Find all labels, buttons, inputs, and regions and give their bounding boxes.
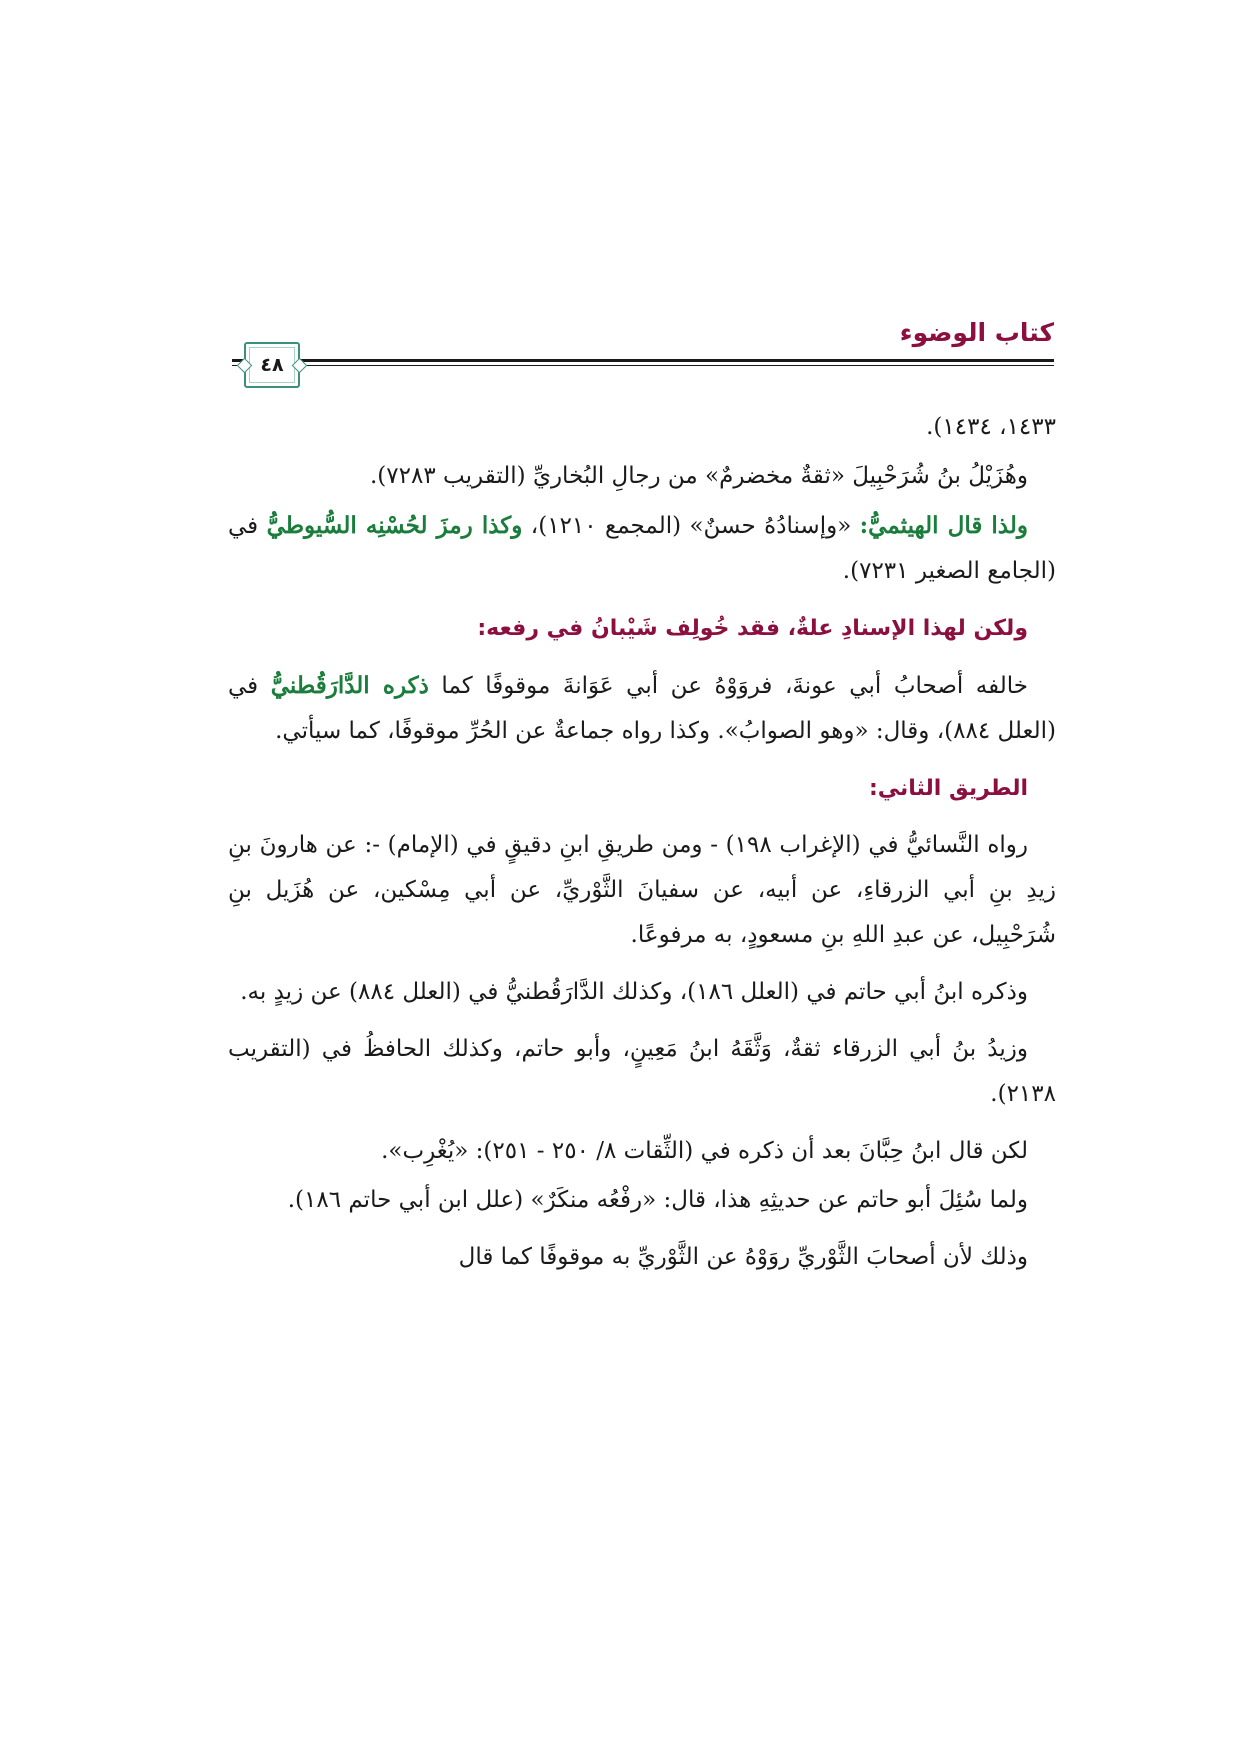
paragraph-2: وهُزَيْلُ بنُ شُرَحْبِيلَ «ثقةٌ مخضرمٌ» من رجالِ البُخاريِّ (التقريب ٧٢٨٣). <box>369 463 1028 489</box>
paragraph-9: ولما سُئِلَ أبو حاتم عن حديثِهِ هذا، قال: «رفْعُه منكَرٌ» (علل ابن أبي حاتم ١٨٦). <box>287 1187 1028 1213</box>
text-segment: خالفه أصحابُ أبي عونةَ، فروَوْهُ عن أبي عَوَانةَ موقوفًا كما <box>428 673 1029 699</box>
section-heading-illa: ولكن لهذا الإسنادِ علةٌ، فقد خُولِف شَيْبانُ في رفعه: <box>477 616 1028 641</box>
section-heading-second-route: الطريق الثاني: <box>868 776 1028 801</box>
paragraph-3 <box>228 503 1056 594</box>
page-number-badge <box>244 342 300 388</box>
paragraph-6: وذكره ابنُ أبي حاتم في (العلل ١٨٦)، وكذلك الدَّارَقُطنيُّ في (العلل ٨٨٤) عن زيدٍ به. <box>240 979 1028 1005</box>
page-body <box>228 405 1056 1292</box>
paragraph-5: رواه النَّسائيُّ في (الإغراب ١٩٨) - ومن طريقِ ابنِ دقيقٍ في (الإمام) -: عن هارونَ بنِ زيدِ بنِ أبي الزرقاءِ، عن أبيه، عن سفيانَ الثَّوْريِّ، عن أبي مِسْكين، عن هُزَيل بنِ شُرَحْبِيل، عن عبدِ اللهِ بنِ مسعودٍ، به مرفوعًا. <box>228 832 1056 948</box>
text-segment: «وإسنادُهُ حسنٌ» (المجمع ١٢١٠)، <box>522 513 860 539</box>
paragraph-4 <box>228 663 1056 754</box>
highlight-suyuti: وكذا رمزَ لحُسْنِه السُّيوطيُّ <box>266 512 523 539</box>
paragraph-10: وذلك لأن أصحابَ الثَّوْريِّ روَوْهُ عن الثَّوْريِّ به موقوفًا كما قال <box>458 1244 1028 1270</box>
text-segment: في (العلل ٨٨٤)، وقال: «وهو الصوابُ». وكذا رواه جماعةٌ عن الحُرِّ موقوفًا، كما سيأتي. <box>228 673 1056 744</box>
paragraph-7: وزيدُ بنُ أبي الزرقاء ثقةٌ، وَثَّقَهُ ابنُ مَعِينٍ، وأبو حاتم، وكذلك الحافظُ في (التقريب ٢١٣٨). <box>228 1036 1056 1107</box>
paragraph-1: ١٤٣٣، ١٤٣٤). <box>926 414 1056 440</box>
header-rule-thin <box>232 365 1054 366</box>
highlight-daraqutni: ذكره الدَّارَقُطنيُّ <box>270 672 429 699</box>
header-rule-thick <box>232 359 1054 362</box>
book-title: كتاب الوضوء <box>899 318 1054 347</box>
highlight-haythami: ولذا قال الهيثميُّ: <box>859 512 1028 539</box>
page-header <box>232 318 1054 390</box>
page-number: ٤٨ <box>260 354 284 376</box>
text-segment: في (الجامع الصغير ٧٢٣١). <box>228 513 1056 584</box>
paragraph-8: لكن قال ابنُ حِبَّانَ بعد أن ذكره في (الثِّقات ٨/ ٢٥٠ - ٢٥١): «يُغْرِب». <box>381 1138 1028 1164</box>
